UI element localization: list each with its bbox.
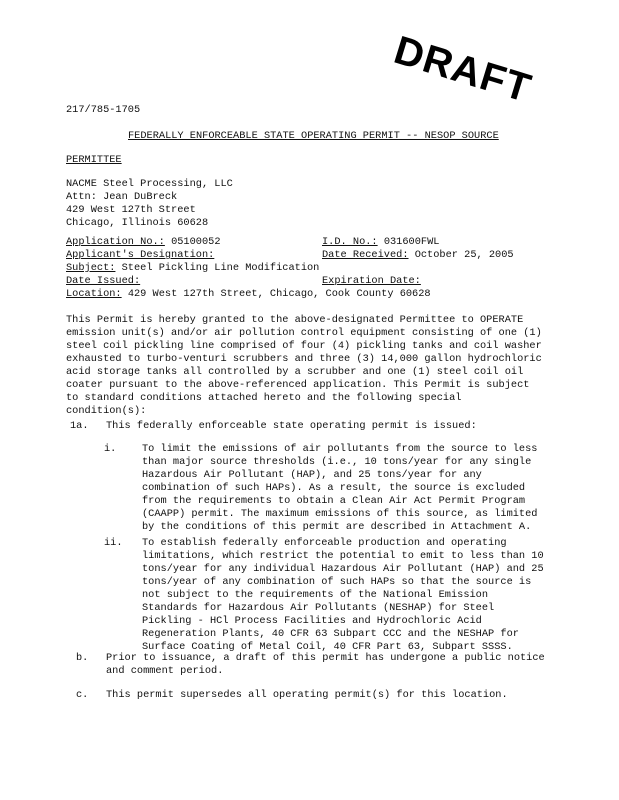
condition-1a-i-marker: i. [104, 443, 117, 455]
condition-c-marker: c. [76, 689, 89, 701]
item-line: from the requirements to obtain a Clean Air Act Permit Program [142, 495, 526, 507]
item-line: Standards for Hazardous Air Pollutants (NESHAP) for Steel [142, 602, 495, 614]
intro-line: steel coil pickling line comprised of four (4) pickling tanks and coil washer [66, 340, 542, 352]
item-line: Hazardous Air Pollutant (HAP), and 25 tons/year for any [142, 469, 482, 481]
item-line: Surface Coating of Metal Coil, 40 CFR Part 63, Subpart SSSS. [142, 641, 513, 653]
date-received-label: Date Received: [322, 249, 409, 261]
condition-b-line: and comment period. [106, 665, 224, 677]
intro-line: condition(s): [66, 405, 147, 417]
condition-b-line: Prior to issuance, a draft of this permit has undergone a public notice [106, 652, 545, 664]
address-attn: Attn: Jean DuBreck [66, 191, 178, 203]
id-number-value: 031600FWL [383, 236, 440, 248]
item-line: tons/year of any combination of such HAPs so that the source is [142, 576, 532, 588]
draft-stamp: DRAFT [389, 28, 537, 112]
item-line: not subject to the requirements of the National Emission [142, 589, 489, 601]
expiration-date [322, 275, 421, 288]
condition-1a-marker: 1a. [70, 420, 89, 432]
address-street: 429 West 127th Street [66, 204, 196, 216]
applicant-designation [66, 249, 214, 262]
applicant-designation-label: Applicant's Designation: [66, 249, 215, 261]
item-line: (CAAPP) permit. The maximum emissions of this source, as limited [142, 508, 538, 520]
expiration-date-label: Expiration Date: [322, 275, 421, 287]
file-number: 217/785-1705 [66, 104, 141, 116]
intro-line: to standard conditions attached hereto and the following special [66, 392, 462, 404]
condition-b-marker: b. [76, 652, 89, 664]
intro-line: emission unit(s) and/or air pollution control equipment consisting of one (1) [66, 327, 542, 339]
item-line: Regeneration Plants, 40 CFR 63 Subpart CCC and the NESHAP for [142, 628, 519, 640]
subject-label: Subject: [66, 262, 116, 274]
item-line: combination of such HAPs). As a result, the source is excluded [142, 482, 526, 494]
date-received [322, 249, 514, 262]
application-number-label: Application No.: [66, 236, 165, 248]
item-line: To limit the emissions of air pollutants from the source to less [142, 443, 538, 455]
address-company: NACME Steel Processing, LLC [66, 178, 233, 190]
application-number-value: 05100052 [171, 236, 221, 248]
application-number [66, 236, 221, 249]
intro-line: exhausted to turbo-venturi scrubbers and three (3) 14,000 gallon hydrochloric [66, 353, 542, 365]
condition-1a-i-text [142, 443, 538, 534]
intro-line: coater pursuant to the above-referenced application. This Permit is subject [66, 379, 530, 391]
location-value: 429 West 127th Street, Chicago, Cook County 60628 [127, 288, 431, 300]
subject-value: Steel Pickling Line Modification [121, 262, 320, 274]
address-city: Chicago, Illinois 60628 [66, 217, 209, 229]
id-number-label: I.D. No.: [322, 236, 378, 248]
id-number [322, 236, 439, 249]
condition-1a-ii-marker: ii. [104, 537, 123, 549]
item-line: than major source thresholds (i.e., 10 tons/year for any single [142, 456, 532, 468]
location-label: Location: [66, 288, 122, 300]
item-line: by the conditions of this permit are described in Attachment A. [142, 521, 532, 533]
item-line: tons/year for any individual Hazardous Air Pollutant (HAP) and 25 [142, 563, 544, 575]
intro-line: This Permit is hereby granted to the above-designated Permittee to OPERATE [66, 314, 524, 326]
permittee-label: PERMITTEE [66, 154, 122, 166]
permit-title: FEDERALLY ENFORCEABLE STATE OPERATING PERMIT -- NESOP SOURCE [128, 130, 499, 142]
date-issued [66, 275, 140, 288]
item-line: Pickling - HCl Process Facilities and Hydrochloric Acid [142, 615, 482, 627]
item-line: limitations, which restrict the potential to emit to less than 10 [142, 550, 544, 562]
date-issued-label: Date Issued: [66, 275, 141, 287]
item-line: To establish federally enforceable production and operating [142, 537, 507, 549]
condition-c-text: This permit supersedes all operating permit(s) for this location. [106, 689, 508, 701]
condition-1a-text: This federally enforceable state operating permit is issued: [106, 420, 477, 432]
location [66, 288, 431, 301]
intro-paragraph [66, 314, 542, 418]
date-received-value: October 25, 2005 [414, 249, 514, 261]
condition-1a-ii-text [142, 537, 544, 654]
subject [66, 262, 319, 275]
condition-b-text [106, 652, 545, 678]
intro-line: acid storage tanks all controlled by a scrubber and one (1) steel coil oil [66, 366, 524, 378]
